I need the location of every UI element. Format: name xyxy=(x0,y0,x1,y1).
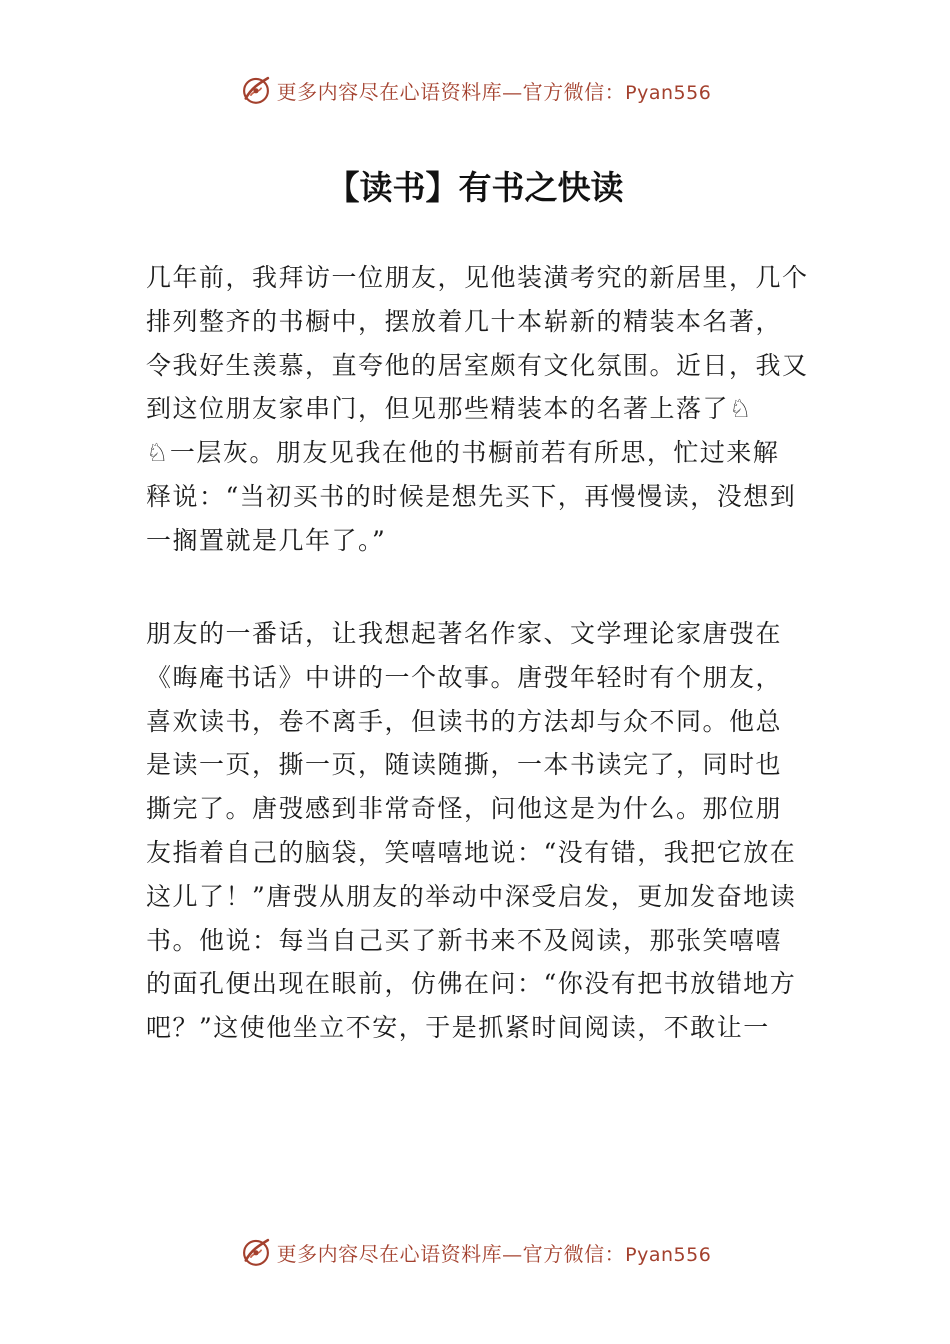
paragraph-line: 几年前，我拜访一位朋友，见他装潢考究的新居里，几个 xyxy=(146,263,809,292)
footer-banner xyxy=(0,1232,950,1272)
paragraph-line: 的面孔便出现在眼前，仿佛在问：“你没有把书放错地方 xyxy=(146,969,797,999)
paragraph-line: 友指着自己的脑袋，笑嘻嘻地说：“没有错，我把它放在 xyxy=(146,837,797,867)
paragraph-line: 令我好生羡慕，直夸他的居室颇有文化氛围。近日，我又 xyxy=(146,350,809,380)
paragraph-line: 吧？”这使他坐立不安，于是抓紧时间阅读，不敢让一 xyxy=(146,1013,770,1043)
paragraph-line: 一搁置就是几年了。” xyxy=(146,525,387,555)
paragraph-1 xyxy=(146,256,836,563)
banner-wechat-id: Pyan556 xyxy=(625,81,712,104)
paragraph-line: 是读一页，撕一页，随读随撕，一本书读完了，同时也 xyxy=(146,750,783,780)
header-banner xyxy=(0,70,950,110)
page-title: 【读书】有书之快读 xyxy=(326,168,624,207)
paragraph-line: 这儿了！”唐弢从朋友的举动中深受启发，更加发奋地读 xyxy=(146,881,797,911)
paragraph-line: 喜欢读书，卷不离手，但读书的方法却与众不同。他总 xyxy=(146,706,783,736)
swirl-logo-icon xyxy=(239,73,273,107)
banner-text: 更多内容尽在心语资料库—官方微信： xyxy=(276,1241,626,1266)
swirl-logo-icon xyxy=(239,1235,273,1269)
paragraph-line: ♘一层灰。朋友见我在他的书橱前若有所思，忙过来解 xyxy=(146,438,780,468)
paragraph-line: 《晦庵书话》中讲的一个故事。唐弢年轻时有个朋友， xyxy=(146,662,783,692)
banner-wechat-id: Pyan556 xyxy=(625,1243,712,1266)
banner-text: 更多内容尽在心语资料库—官方微信： xyxy=(276,79,626,104)
paragraph-2 xyxy=(146,612,836,1050)
paragraph-line: 书。他说：每当自己买了新书来不及阅读，那张笑嘻嘻 xyxy=(146,925,783,955)
paragraph-line: 排列整齐的书橱中，摆放着几十本崭新的精装本名著， xyxy=(146,306,783,336)
paragraph-line: 撕完了。唐弢感到非常奇怪，问他这是为什么。那位朋 xyxy=(146,794,783,824)
paragraph-line: 朋友的一番话，让我想起著名作家、文学理论家唐弢在 xyxy=(146,619,783,648)
paragraph-line: 释说：“当初买书的时候是想先买下，再慢慢读，没想到 xyxy=(146,481,797,511)
paragraph-line: 到这位朋友家串门，但见那些精装本的名著上落了♘ xyxy=(146,394,753,424)
